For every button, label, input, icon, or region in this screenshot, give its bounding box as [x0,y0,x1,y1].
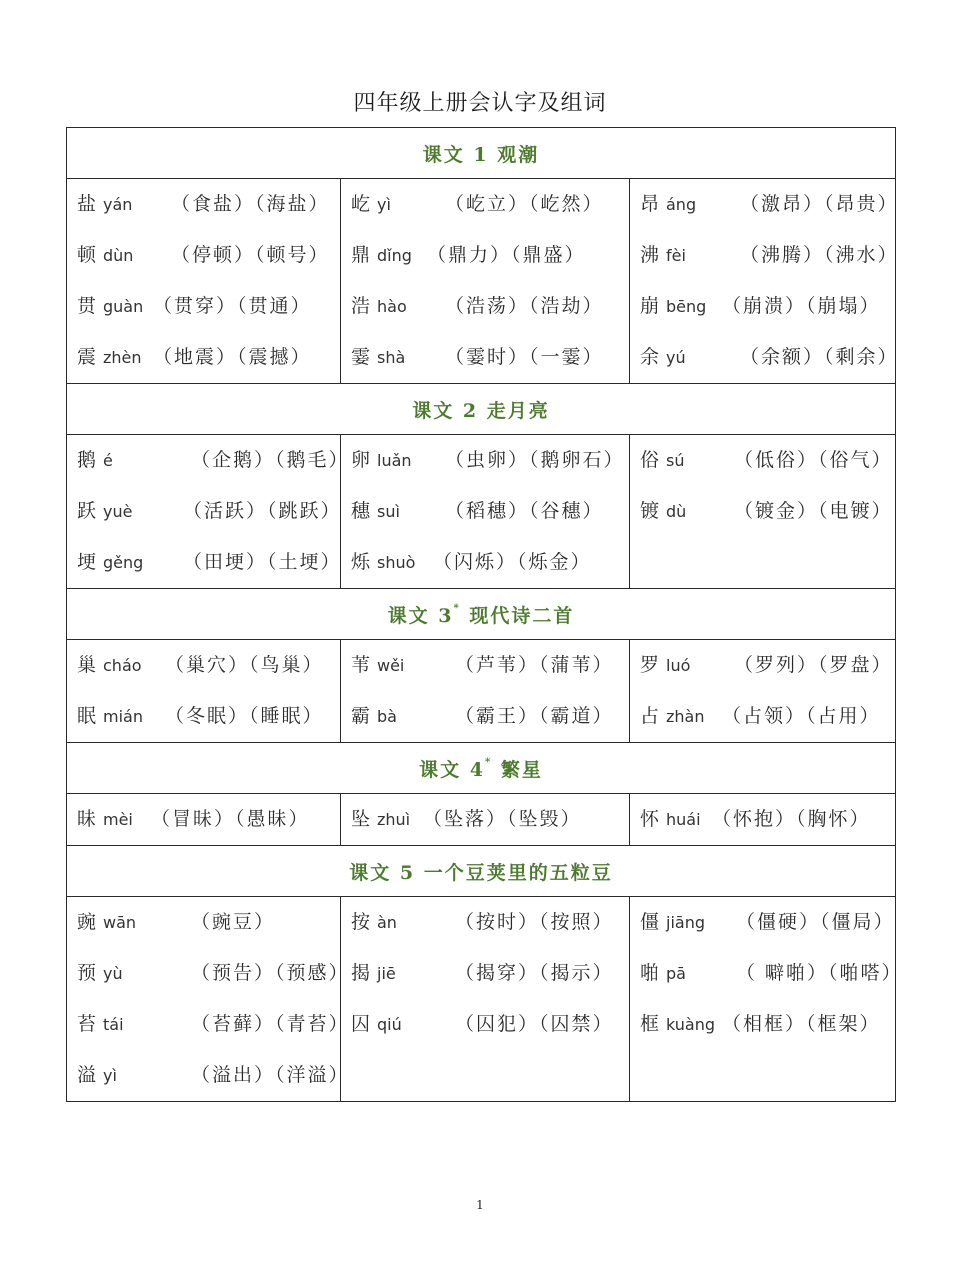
vocab-character: 巢 [77,654,97,676]
lesson-header-row [67,384,896,435]
lesson-label: 课文 [349,861,392,884]
lesson-number: 5 [399,861,416,884]
vocab-entry [67,948,350,999]
vocab-words: （激昂）（昂贵） [740,193,899,215]
vocab-entry [630,332,899,383]
vocab-words: （贯穿）（贯通） [153,295,312,317]
vocab-entry [67,897,340,948]
vocab-character: 埂 [77,551,97,573]
vocab-words: （冬眠）（睡眠） [165,705,324,727]
vocab-words: （低俗）（俗气） [734,449,893,471]
vocab-character: 预 [77,962,97,984]
vocab-pinyin: bēng [666,297,707,316]
vocab-words: （屹立）（屹然） [445,193,604,215]
vocab-entry [67,435,350,486]
vocab-character: 按 [351,911,371,933]
vocab-pinyin: sú [666,451,685,470]
vocab-pinyin: yì [103,1066,117,1085]
vocab-cell [67,897,350,1102]
vocab-words: （怀抱）（胸怀） [712,808,871,830]
vocab-words: （苔藓）（青苔） [191,1013,350,1035]
vocab-pinyin: hào [377,297,407,316]
lesson-title [67,846,896,897]
vocab-character: 揭 [351,962,371,984]
vocab-cell [341,179,630,384]
vocab-character: 霸 [351,705,371,727]
vocab-pinyin: zhàn [666,707,705,726]
vocab-pinyin: cháo [103,656,142,675]
vocab-words: （镀金）（电镀） [734,500,893,522]
vocab-pinyin: é [103,451,113,470]
lesson-name: 一个豆荚里的五粒豆 [423,861,613,884]
vocab-entry [630,999,895,1050]
vocab-words: （囚犯）（囚禁） [455,1013,614,1035]
vocab-pinyin: suì [377,502,400,521]
vocab-pinyin: gěng [103,553,144,572]
vocab-character: 震 [77,346,97,368]
vocab-cell [67,794,341,846]
vocab-pinyin: zhèn [103,348,142,367]
vocab-cell [67,640,341,743]
vocab-pinyin: dù [666,502,687,521]
vocab-character: 苔 [77,1013,97,1035]
vocab-words: （地震）（震撼） [153,346,312,368]
vocab-cell [67,435,350,589]
lesson-title [67,128,896,179]
vocab-character: 崩 [640,295,660,317]
vocab-words: （沸腾）（沸水） [740,244,899,266]
lesson-name: 走月亮 [486,399,550,422]
vocab-words: （相框）（框架） [722,1013,881,1035]
vocab-character: 浩 [351,295,371,317]
vocab-words: （霎时）（一霎） [445,346,604,368]
vocab-entry [67,332,340,383]
vocab-character: 贯 [77,295,97,317]
vocab-cell [341,794,630,846]
vocab-words: （鼎力）（鼎盛） [427,244,586,266]
vocab-character: 坠 [351,808,371,830]
vocab-pinyin: pā [666,964,686,983]
vocab-character: 盐 [77,193,97,215]
vocab-character: 占 [640,705,660,727]
vocab-entry [341,794,629,845]
vocab-character: 啪 [640,962,660,984]
vocab-cell [341,897,630,1102]
lesson-title [67,743,896,794]
vocab-entry [67,281,340,332]
vocab-pinyin: dǐng [377,246,412,265]
vocab-pinyin: yán [103,195,133,214]
vocab-words: （企鹅）（鹅毛） [191,449,350,471]
vocab-character: 怀 [640,808,660,830]
vocab-pinyin: shà [377,348,406,367]
vocab-pinyin: jiāng [666,913,705,932]
page-title: 四年级上册会认字及组词 [353,91,607,116]
vocab-words: （食盐）（海盐） [171,193,330,215]
vocab-entry [630,486,895,537]
vocab-character: 眠 [77,705,97,727]
vocab-pinyin: yuè [103,502,133,521]
lesson-name: 繁星 [500,758,543,781]
vocab-words: （浩荡）（浩劫） [445,295,604,317]
vocab-pinyin: zhuì [377,810,411,829]
page-number: 1 [476,1198,484,1212]
vocab-character: 卵 [351,449,371,471]
vocab-cell [630,640,896,743]
vocab-words: （停顿）（顿号） [171,244,330,266]
vocab-pinyin: áng [666,195,697,214]
vocab-character: 霎 [351,346,371,368]
vocab-character: 昂 [640,193,660,215]
vocab-pinyin: yì [377,195,391,214]
vocab-entry [630,794,895,845]
lesson-vocab-row [67,435,896,589]
vocab-entry [67,486,340,537]
vocab-entry [67,230,340,281]
vocab-character: 屹 [351,193,371,215]
vocab-entry [67,691,340,742]
vocab-entry [341,999,629,1050]
vocab-entry [341,435,629,486]
lesson-vocab-row [67,897,896,1102]
vocab-character: 烁 [351,551,371,573]
vocab-cell [341,640,630,743]
vocab-entry [341,486,629,537]
vocab-pinyin: luǎn [377,451,412,470]
vocab-words: （巢穴）（鸟巢） [165,654,324,676]
vocab-words: （按时）（按照） [455,911,614,933]
vocab-pinyin: àn [377,913,397,932]
vocab-entry [67,999,350,1050]
vocab-entry [630,948,903,999]
vocab-cell [341,435,630,589]
vocab-entry [630,897,895,948]
vocab-entry [67,1050,350,1101]
vocab-entry [341,948,629,999]
vocab-words: （坠落）（坠毁） [423,808,582,830]
vocab-pinyin: jiē [377,964,396,983]
vocab-cell [630,897,903,1102]
vocab-character: 穗 [351,500,371,522]
vocab-cell [630,794,896,846]
lesson-label: 课文 [419,758,462,781]
vocab-entry [67,794,340,845]
vocab-cell [630,435,896,589]
vocab-pinyin: shuò [377,553,416,572]
lesson-header-row [67,589,896,640]
vocab-cell [67,179,341,384]
vocab-character: 溢 [77,1064,97,1086]
vocab-words: （稻穗）（谷穗） [445,500,604,522]
vocab-words: （揭穿）（揭示） [455,962,614,984]
vocab-pinyin: tái [103,1015,124,1034]
lesson-star: * [485,756,493,768]
vocab-character: 沸 [640,244,660,266]
vocab-words: （崩溃）（崩塌） [722,295,881,317]
lesson-vocab-row [67,179,896,384]
vocabulary-table [66,127,903,1102]
vocab-entry [341,691,629,742]
lesson-title [67,384,896,435]
vocab-entry [630,640,895,691]
vocab-words: （余额）（剩余） [740,346,899,368]
lesson-header-row [67,846,896,897]
vocab-entry [630,435,895,486]
vocab-entry [67,179,340,230]
vocab-entry [341,179,629,230]
vocab-pinyin: yù [103,964,123,983]
vocab-character: 僵 [640,911,660,933]
vocab-entry [341,281,629,332]
lesson-header-row [67,743,896,794]
vocab-words: （ 噼啪）（啪嗒） [736,962,903,984]
vocab-pinyin: mián [103,707,143,726]
lesson-number: 2 [462,399,479,422]
vocab-character: 顿 [77,244,97,266]
vocab-entry [630,691,895,742]
vocab-entry [630,281,895,332]
vocab-words: （溢出）（洋溢） [191,1064,350,1086]
vocab-words: （活跃）（跳跃） [183,500,342,522]
lesson-star: * [453,602,461,614]
lesson-label: 课文 [422,143,465,166]
vocab-pinyin: bà [377,707,397,726]
vocab-entry [341,640,629,691]
vocab-character: 跃 [77,500,97,522]
vocab-character: 框 [640,1013,660,1035]
vocab-pinyin: fèi [666,246,686,265]
vocab-words: （冒昧）（愚昧） [151,808,310,830]
vocab-pinyin: huái [666,810,701,829]
vocab-entry [630,179,899,230]
lesson-vocab-row [67,794,896,846]
vocab-words: （闪烁）（烁金） [433,551,592,573]
vocab-words: （豌豆） [191,911,276,933]
vocab-character: 俗 [640,449,660,471]
vocab-words: （罗列）（罗盘） [734,654,893,676]
vocab-character: 苇 [351,654,371,676]
vocab-entry [341,897,629,948]
vocab-pinyin: wān [103,913,137,932]
vocab-words: （虫卵）（鹅卵石） [445,449,625,471]
vocab-entry [630,230,899,281]
vocab-words: （芦苇）（蒲苇） [455,654,614,676]
vocab-pinyin: wěi [377,656,405,675]
vocab-words: （田埂）（土埂） [183,551,342,573]
lesson-name: 现代诗二首 [469,604,575,627]
vocab-words: （僵硬）（僵局） [736,911,895,933]
vocab-entry [341,537,629,588]
vocab-words: （预告）（预感） [191,962,350,984]
vocab-entry [341,230,629,281]
vocab-pinyin: luó [666,656,691,675]
vocab-character: 罗 [640,654,660,676]
vocab-character: 鼎 [351,244,371,266]
vocab-character: 镀 [640,500,660,522]
vocab-pinyin: dùn [103,246,134,265]
vocab-pinyin: mèi [103,810,133,829]
vocab-pinyin: yú [666,348,686,367]
vocab-character: 豌 [77,911,97,933]
vocab-words: （霸王）（霸道） [455,705,614,727]
vocab-pinyin: kuàng [666,1015,716,1034]
vocab-pinyin: qiú [377,1015,402,1034]
vocab-cell [630,179,899,384]
lesson-header-row [67,128,896,179]
lesson-label: 课文 [412,399,455,422]
vocab-character: 余 [640,346,660,368]
vocab-pinyin: guàn [103,297,144,316]
lesson-name: 观潮 [497,143,540,166]
vocab-entry [67,640,340,691]
lesson-number: 3 [438,604,454,627]
vocab-words: （占领）（占用） [722,705,881,727]
vocab-character: 囚 [351,1013,371,1035]
vocab-character: 昧 [77,808,97,830]
vocab-entry [341,332,629,383]
lesson-number: 4 [469,758,485,781]
vocab-character: 鹅 [77,449,97,471]
lesson-label: 课文 [387,604,430,627]
lesson-number: 1 [473,143,489,166]
vocab-entry [67,537,340,588]
lesson-title [67,589,896,640]
lesson-vocab-row [67,640,896,743]
